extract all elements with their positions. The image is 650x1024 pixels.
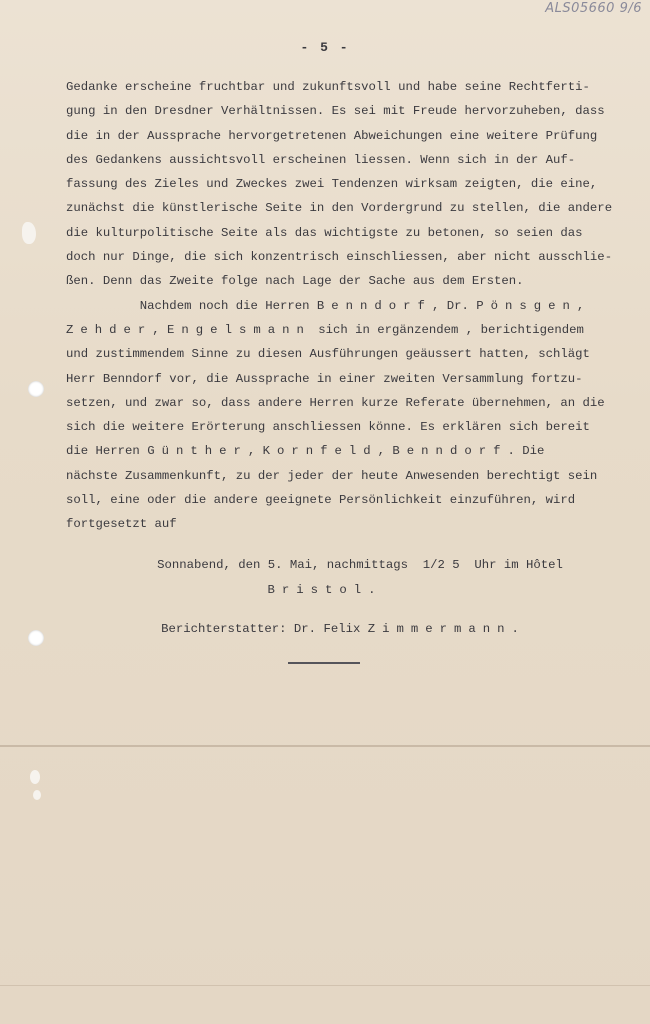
punch-hole	[28, 381, 44, 397]
text-fragment: sich in ergänzendem , berichtigendem	[310, 322, 584, 337]
person-name: Benndorf	[316, 298, 432, 313]
text-line	[66, 318, 646, 342]
text-line: die kulturpolitische Seite als das wichtigste zu betonen, so seien das	[66, 225, 583, 240]
paper-fold	[0, 745, 650, 747]
reporter-line	[0, 622, 650, 636]
person-name: Benndorf	[392, 444, 508, 459]
text-fragment: .	[511, 622, 519, 636]
person-name: Günther	[147, 444, 248, 459]
text-line: des Gedankens aussichtsvoll erscheinen liessen. Wenn sich in der Auf-	[66, 152, 576, 167]
page-number: - 5 -	[300, 40, 350, 55]
text-line: zunächst die künstlerische Seite in den Vordergrund zu stellen, die andere	[66, 201, 613, 216]
text-line: die Herren Günther, Kornfeld, Benndorf. Die	[66, 444, 545, 459]
paper-fold	[0, 985, 650, 986]
text-line: fortgesetzt auf	[66, 517, 177, 532]
person-name: Kornfeld	[262, 444, 378, 459]
text-fragment: die Herren	[66, 444, 148, 459]
text-fragment: Nachdem noch die Herren	[66, 298, 317, 313]
reporter-name: Zimmermann	[367, 622, 512, 636]
text-fragment: ,	[152, 322, 168, 337]
person-name: Zehder	[66, 322, 153, 337]
text-line: setzen, und zwar so, dass andere Herren kurze Referate übernehmen, an die	[66, 395, 605, 410]
text-line	[66, 294, 646, 318]
body-text	[66, 75, 646, 537]
meeting-place: Bristol.	[267, 583, 383, 597]
text-fragment: ,	[576, 298, 585, 313]
text-line: nächste Zusammenkunft, zu der jeder der heute Anwesenden berechtigt sein	[66, 468, 598, 483]
text-line: gung in den Dresdner Verhältnissen. Es sei mit Freude hervorzuheben, dass	[66, 104, 605, 119]
text-line: sich die weitere Erörterung anschliessen könne. Es erklären sich bereit	[66, 420, 590, 435]
person-name: Engelsmann	[167, 322, 311, 337]
text-line: die in der Aussprache hervorgetretenen Abweichungen eine weitere Prüfung	[66, 128, 598, 143]
paper-tear	[33, 790, 41, 800]
archive-id: ALS05660 9/6	[545, 1, 642, 16]
text-line: fassung des Zieles und Zweckes zwei Tendenzen wirksam zeigten, die eine,	[66, 177, 598, 192]
paper-tear	[22, 222, 36, 244]
text-line: und zustimmendem Sinne zu diesen Ausführungen geäussert hatten, schlägt	[66, 347, 590, 362]
text-fragment: . Die	[507, 444, 545, 459]
person-name: Pönsgen	[476, 298, 577, 313]
text-line: soll, eine oder die andere geeignete Persönlichkeit einzuführen, wird	[66, 493, 576, 508]
text-line: ßen. Denn das Zweite folge nach Lage der Sache aus dem Ersten.	[66, 274, 524, 289]
text-line: Gedanke erscheine fruchtbar und zukunftsvoll und habe seine Rechtferti-	[66, 80, 590, 94]
meeting-date: Sonnabend, den 5. Mai, nachmittags 1/2 5 Uhr im Hôtel	[157, 558, 563, 572]
text-line: Herr Benndorf vor, die Aussprache in einer zweiten Versammlung fortzu-	[66, 371, 583, 386]
closing-rule	[288, 662, 360, 664]
reporter-label: Berichterstatter: Dr. Felix	[161, 622, 368, 636]
text-fragment: , Dr.	[431, 298, 477, 313]
paper-tear	[30, 770, 40, 784]
text-line: doch nur Dinge, die sich konzentrisch einschliessen, aber nicht ausschlie-	[66, 250, 613, 265]
